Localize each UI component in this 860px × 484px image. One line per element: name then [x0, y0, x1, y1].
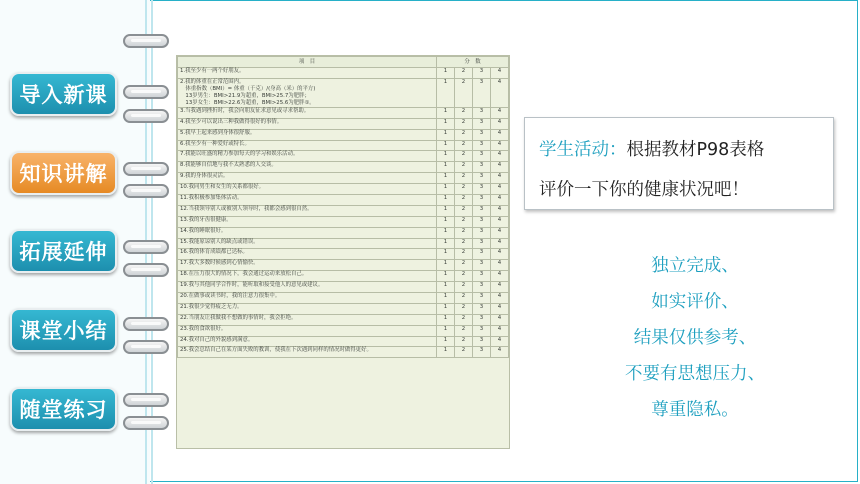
score-cell[interactable]: 2: [455, 293, 473, 304]
score-cell[interactable]: 4: [491, 129, 509, 140]
score-cell[interactable]: 4: [491, 271, 509, 282]
table-item-text: 7.我能以旺盛的精力参加每天的学习和娱乐活动。: [178, 151, 437, 162]
score-cell[interactable]: 4: [491, 336, 509, 347]
table-header-score: 分 数: [437, 57, 509, 68]
score-cell[interactable]: 4: [491, 140, 509, 151]
score-cell[interactable]: 2: [455, 249, 473, 260]
binder-ring-icon: [123, 184, 169, 198]
table-row: [178, 293, 509, 304]
table-item-text: 19.我与其他同学合作时，能听取和接受他人的意见或建议。: [178, 282, 437, 293]
score-cell[interactable]: 1: [437, 184, 455, 195]
score-cell[interactable]: 1: [437, 260, 455, 271]
table-row: [178, 68, 509, 79]
table-item-text: 13.我的牙齿很健康。: [178, 216, 437, 227]
score-cell[interactable]: 3: [473, 314, 491, 325]
table-row: [178, 282, 509, 293]
score-cell[interactable]: 3: [473, 107, 491, 118]
score-cell[interactable]: 1: [437, 205, 455, 216]
table-row: [178, 118, 509, 129]
table-row: [178, 162, 509, 173]
score-cell[interactable]: 1: [437, 162, 455, 173]
score-cell[interactable]: 1: [437, 151, 455, 162]
table-item-text: 17.我大多数时候感到心情愉快。: [178, 260, 437, 271]
score-cell[interactable]: 4: [491, 227, 509, 238]
score-cell[interactable]: 1: [437, 107, 455, 118]
table-item-text: 10.我同男生和女生的关系都很好。: [178, 184, 437, 195]
nav-button-intro[interactable]: 导入新课: [10, 72, 117, 116]
score-cell[interactable]: 4: [491, 68, 509, 79]
score-cell[interactable]: 1: [437, 271, 455, 282]
table-item-text: 11.我积极参加集体活动。: [178, 195, 437, 206]
score-cell[interactable]: 3: [473, 151, 491, 162]
activity-note-line2: 评价一下你的健康状况吧！: [539, 180, 749, 200]
score-cell[interactable]: 3: [473, 162, 491, 173]
table-row: [178, 140, 509, 151]
score-cell[interactable]: 3: [473, 173, 491, 184]
binder-ring-icon: [123, 263, 169, 277]
table-item-text: 23.我的食欲很好。: [178, 325, 437, 336]
score-cell[interactable]: 4: [491, 107, 509, 118]
score-cell[interactable]: 3: [473, 140, 491, 151]
score-cell[interactable]: 2: [455, 68, 473, 79]
table-item-text: 18.在压力很大的情况下，我会通过运动来放松自己。: [178, 271, 437, 282]
binder-ring-icon: [123, 162, 169, 176]
binder-ring-icon: [123, 340, 169, 354]
score-cell[interactable]: 1: [437, 336, 455, 347]
table-row: [178, 336, 509, 347]
score-cell[interactable]: 3: [473, 68, 491, 79]
score-cell[interactable]: 2: [455, 184, 473, 195]
score-cell[interactable]: 4: [491, 238, 509, 249]
tip-item: 尊重隐私。: [651, 400, 739, 420]
score-cell[interactable]: 2: [455, 238, 473, 249]
score-cell[interactable]: 2: [455, 314, 473, 325]
score-cell[interactable]: 4: [491, 184, 509, 195]
score-cell[interactable]: 3: [473, 336, 491, 347]
score-cell[interactable]: 2: [455, 205, 473, 216]
score-cell[interactable]: 4: [491, 162, 509, 173]
table-item-text: 2.我的体重在正常范围内。 体重指数（BMI）= 体重（千克）/(身高（米）的平方) 13岁男生：BMI>21.9为超重，BMI>25.7为肥胖； 13岁女生：BMI>22.6为超重，BMI>25.6为肥胖①。: [178, 78, 437, 107]
nav-button-extension[interactable]: 拓展延伸: [10, 229, 117, 273]
score-cell[interactable]: 1: [437, 68, 455, 79]
table-row: [178, 260, 509, 271]
table-row: [178, 271, 509, 282]
table-row: [178, 173, 509, 184]
score-cell[interactable]: 1: [437, 195, 455, 206]
table-item-text: 12.当我领导别人或被别人领导时，我都会感到很自然。: [178, 205, 437, 216]
table-row: [178, 303, 509, 314]
table-item-text: 9.我的身体很灵活。: [178, 173, 437, 184]
table-item-text: 6.我至少有一种爱好或特长。: [178, 140, 437, 151]
nav-button-summary[interactable]: 课堂小结: [10, 308, 117, 352]
table-row: [178, 78, 509, 107]
binder-ring-icon: [123, 34, 169, 48]
table-header-item: 项 目: [178, 57, 437, 68]
score-cell[interactable]: 2: [455, 325, 473, 336]
table-row: [178, 195, 509, 206]
score-cell[interactable]: 2: [455, 162, 473, 173]
score-cell[interactable]: 1: [437, 325, 455, 336]
score-cell[interactable]: 2: [455, 118, 473, 129]
score-cell[interactable]: 2: [455, 216, 473, 227]
score-cell[interactable]: 3: [473, 238, 491, 249]
table-row: [178, 205, 509, 216]
score-cell[interactable]: 2: [455, 195, 473, 206]
table-row: [178, 216, 509, 227]
table-row: [178, 151, 509, 162]
score-cell[interactable]: 1: [437, 227, 455, 238]
score-cell[interactable]: 3: [473, 303, 491, 314]
score-cell[interactable]: 2: [455, 129, 473, 140]
table-row: [178, 325, 509, 336]
table-row: [178, 107, 509, 118]
score-cell[interactable]: 4: [491, 282, 509, 293]
score-cell[interactable]: 4: [491, 347, 509, 358]
table-row: [178, 227, 509, 238]
score-cell[interactable]: 4: [491, 325, 509, 336]
score-cell[interactable]: 3: [473, 282, 491, 293]
score-cell[interactable]: 3: [473, 227, 491, 238]
score-cell[interactable]: 4: [491, 216, 509, 227]
score-cell[interactable]: 3: [473, 205, 491, 216]
tip-item: 如实评价、: [651, 292, 739, 312]
score-cell[interactable]: 2: [455, 336, 473, 347]
score-cell[interactable]: 4: [491, 205, 509, 216]
score-cell[interactable]: 2: [455, 151, 473, 162]
score-cell[interactable]: 3: [473, 271, 491, 282]
table-item-text: 21.我很少觉得疲乏无力。: [178, 303, 437, 314]
score-cell[interactable]: 1: [437, 173, 455, 184]
activity-label: 学生活动：: [539, 140, 627, 160]
score-cell[interactable]: 2: [455, 227, 473, 238]
score-cell[interactable]: 4: [491, 78, 509, 107]
table-item-text: 25.我会总结自己在某方面失败的教训，使我在下次遇到同样的情况时做得更好。: [178, 347, 437, 358]
score-cell[interactable]: 2: [455, 271, 473, 282]
tip-item: 不要有思想压力、: [625, 364, 765, 384]
table-item-text: 5.我早上起来感到身体很舒服。: [178, 129, 437, 140]
score-cell[interactable]: 3: [473, 118, 491, 129]
score-cell[interactable]: 4: [491, 118, 509, 129]
score-cell[interactable]: 3: [473, 195, 491, 206]
score-cell[interactable]: 3: [473, 184, 491, 195]
score-cell[interactable]: 3: [473, 325, 491, 336]
score-cell[interactable]: 3: [473, 78, 491, 107]
score-cell[interactable]: 2: [455, 282, 473, 293]
score-cell[interactable]: 2: [455, 107, 473, 118]
table-row: [178, 249, 509, 260]
table-row: [178, 238, 509, 249]
score-cell[interactable]: 3: [473, 216, 491, 227]
score-cell[interactable]: 1: [437, 78, 455, 107]
score-cell[interactable]: 2: [455, 140, 473, 151]
table-item-text: 8.我能够自信地与我不太熟悉的人交谈。: [178, 162, 437, 173]
score-cell[interactable]: 4: [491, 195, 509, 206]
binder-ring-icon: [123, 317, 169, 331]
table-item-text: 14.我的睡眠很好。: [178, 227, 437, 238]
tip-item: 结果仅供参考、: [633, 328, 757, 348]
binder-ring-icon: [123, 240, 169, 254]
score-cell[interactable]: 1: [437, 347, 455, 358]
activity-note-line1: [539, 136, 764, 161]
score-cell[interactable]: 3: [473, 249, 491, 260]
score-cell[interactable]: 3: [473, 347, 491, 358]
score-cell[interactable]: 1: [437, 238, 455, 249]
score-cell[interactable]: 1: [437, 314, 455, 325]
score-cell[interactable]: 4: [491, 173, 509, 184]
table-row: [178, 184, 509, 195]
score-cell[interactable]: 4: [491, 151, 509, 162]
health-assessment-table: [176, 55, 510, 449]
score-cell[interactable]: 3: [473, 260, 491, 271]
table-row: [178, 347, 509, 358]
score-cell[interactable]: 2: [455, 347, 473, 358]
score-cell[interactable]: 1: [437, 282, 455, 293]
score-cell[interactable]: 1: [437, 129, 455, 140]
table-item-text: 1.我至少有一两个好朋友。: [178, 68, 437, 79]
table-item-text: 22.当朋友让我做我不想做的事情时，我会拒绝。: [178, 314, 437, 325]
score-cell[interactable]: 4: [491, 249, 509, 260]
score-cell[interactable]: 1: [437, 118, 455, 129]
table-item-text: 24.我对自己的外貌感到满意。: [178, 336, 437, 347]
score-cell[interactable]: 2: [455, 78, 473, 107]
activity-note: [524, 117, 834, 210]
tip-item: 独立完成、: [651, 256, 739, 276]
table-row: [178, 129, 509, 140]
score-cell[interactable]: 1: [437, 140, 455, 151]
score-cell[interactable]: 4: [491, 303, 509, 314]
score-cell[interactable]: 1: [437, 216, 455, 227]
binder-ring-icon: [123, 85, 169, 99]
binder-ring-icon: [123, 109, 169, 123]
table-item-text: 16.我的体育成绩都已达标。: [178, 249, 437, 260]
nav-button-knowledge[interactable]: 知识讲解: [10, 151, 117, 195]
score-cell[interactable]: 3: [473, 129, 491, 140]
table-row: [178, 314, 509, 325]
score-cell[interactable]: 4: [491, 293, 509, 304]
binder-ring-icon: [123, 416, 169, 430]
binder-ring-icon: [123, 393, 169, 407]
score-cell[interactable]: 2: [455, 173, 473, 184]
score-cell[interactable]: 3: [473, 293, 491, 304]
nav-button-practice[interactable]: 随堂练习: [10, 387, 117, 431]
score-cell[interactable]: 1: [437, 303, 455, 314]
score-cell[interactable]: 2: [455, 303, 473, 314]
table-item-text: 3.当我遇到挫折时，我会向朋友征求意见或寻求帮助。: [178, 107, 437, 118]
score-cell[interactable]: 4: [491, 260, 509, 271]
activity-instruction: 根据教材P98表格: [626, 140, 765, 160]
table-item-text: 4.我至少可以说出三种我做得很好的事情。: [178, 118, 437, 129]
score-cell[interactable]: 4: [491, 314, 509, 325]
table-item-text: 20.在做事或读书时，我的注意力很集中。: [178, 293, 437, 304]
score-cell[interactable]: 2: [455, 260, 473, 271]
score-cell[interactable]: 1: [437, 293, 455, 304]
score-cell[interactable]: 1: [437, 249, 455, 260]
tips-list: [590, 248, 800, 428]
table-item-text: 15.我能原谅别人的缺点或错误。: [178, 238, 437, 249]
